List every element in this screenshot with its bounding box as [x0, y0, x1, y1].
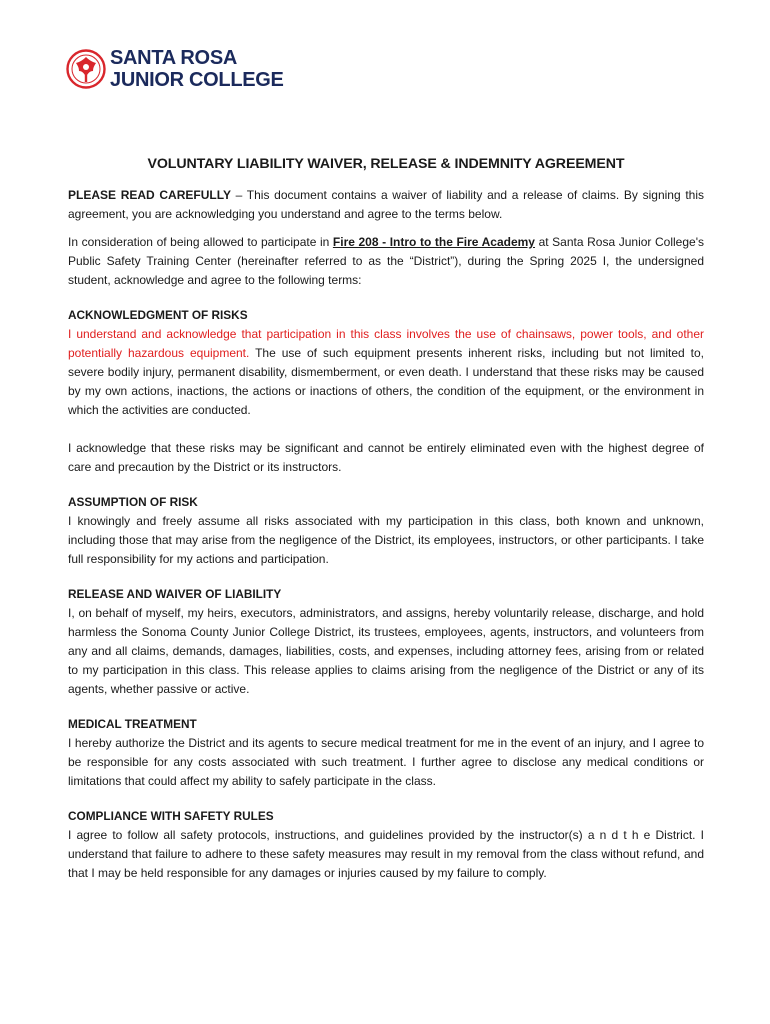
document-body — [68, 155, 704, 883]
consideration-before: In consideration of being allowed to participate in — [68, 235, 333, 249]
acknowledgment-paragraph — [68, 325, 704, 420]
acknowledgment-text: The use of such equipment presents inherent risks, including but not limited to, severe bodily injury, permanent disability, dismemberment, or even death. I understand that these risks may be caused by my own actions, inactions, the actions or inactions of others, the condition of the equipment, or the environment in which the activities are conducted. — [68, 346, 704, 417]
consideration-paragraph — [68, 233, 704, 290]
document-title: VOLUNTARY LIABILITY WAIVER, RELEASE & INDEMNITY AGREEMENT — [147, 156, 625, 172]
intro-lead: PLEASE READ CAREFULLY — [68, 188, 231, 202]
intro-paragraph — [68, 186, 704, 224]
medical-heading: MEDICAL TREATMENT — [68, 717, 197, 731]
acknowledgment-paragraph-2: I acknowledge that these risks may be significant and cannot be entirely eliminated even with the highest degree of care and precaution by the District or its instructors. — [68, 441, 704, 474]
assumption-heading: ASSUMPTION OF RISK — [68, 495, 198, 509]
consideration-after: at Santa Rosa Junior College's Public Safety Training Center (hereinafter referred to as the “District”), during the Spring 2025 I, the undersigned student, acknowledge and agree to the following terms: — [68, 235, 704, 287]
compliance-heading: COMPLIANCE WITH SAFETY RULES — [68, 809, 274, 823]
intro-text: – This document contains a waiver of liability and a release of claims. By signing this agreement, you are acknowledging you understand and agree to the terms below. — [68, 188, 704, 221]
logo-line-2: JUNIOR COLLEGE — [110, 69, 284, 91]
assumption-paragraph: I knowingly and freely assume all risks associated with my participation in this class, both known and unknown, including those that may arise from the negligence of the District, its employees, instructors, or other participants. I take full responsibility for my actions and participation. — [68, 514, 704, 566]
release-paragraph: I, on behalf of myself, my heirs, executors, administrators, and assigns, hereby voluntarily release, discharge, and hold harmless the Sonoma County Junior College District, its trustees, employees, agents, instructors, and volunteers from any and all claims, demands, damages, liabilities, costs, and expenses, including attorney fees, arising from or related to my participation in this class. This release applies to claims arising from the negligence of the District or any of its agents, whether passive or active. — [68, 606, 704, 696]
logo-line-1: SANTA ROSA — [110, 47, 238, 69]
college-logo — [66, 48, 284, 90]
santa-rosa-seal-icon — [66, 49, 106, 89]
medical-paragraph: I hereby authorize the District and its agents to secure medical treatment for me in the event of an injury, and I agree to be responsible for any costs associated with such treatment. I further agree to disclose any medical conditions or limitations that could affect my ability to safely participate in the class. — [68, 736, 704, 788]
course-name: Fire 208 - Intro to the Fire Academy — [332, 235, 535, 249]
release-heading: RELEASE AND WAIVER OF LIABILITY — [68, 587, 282, 601]
hazard-statement: I understand and acknowledge that participation in this class involves the use of chainsaws, power tools, and other potentially hazardous equipment. — [68, 327, 704, 360]
acknowledgment-heading: ACKNOWLEDGMENT OF RISKS — [68, 308, 248, 322]
compliance-paragraph: I agree to follow all safety protocols, instructions, and guidelines provided by the instructor(s) a n d t h e District. I understand that failure to adhere to these safety measures may result in my removal from the class without refund, and that I may be held responsible for any damages or injuries caused by my failure to comply. — [68, 828, 704, 880]
